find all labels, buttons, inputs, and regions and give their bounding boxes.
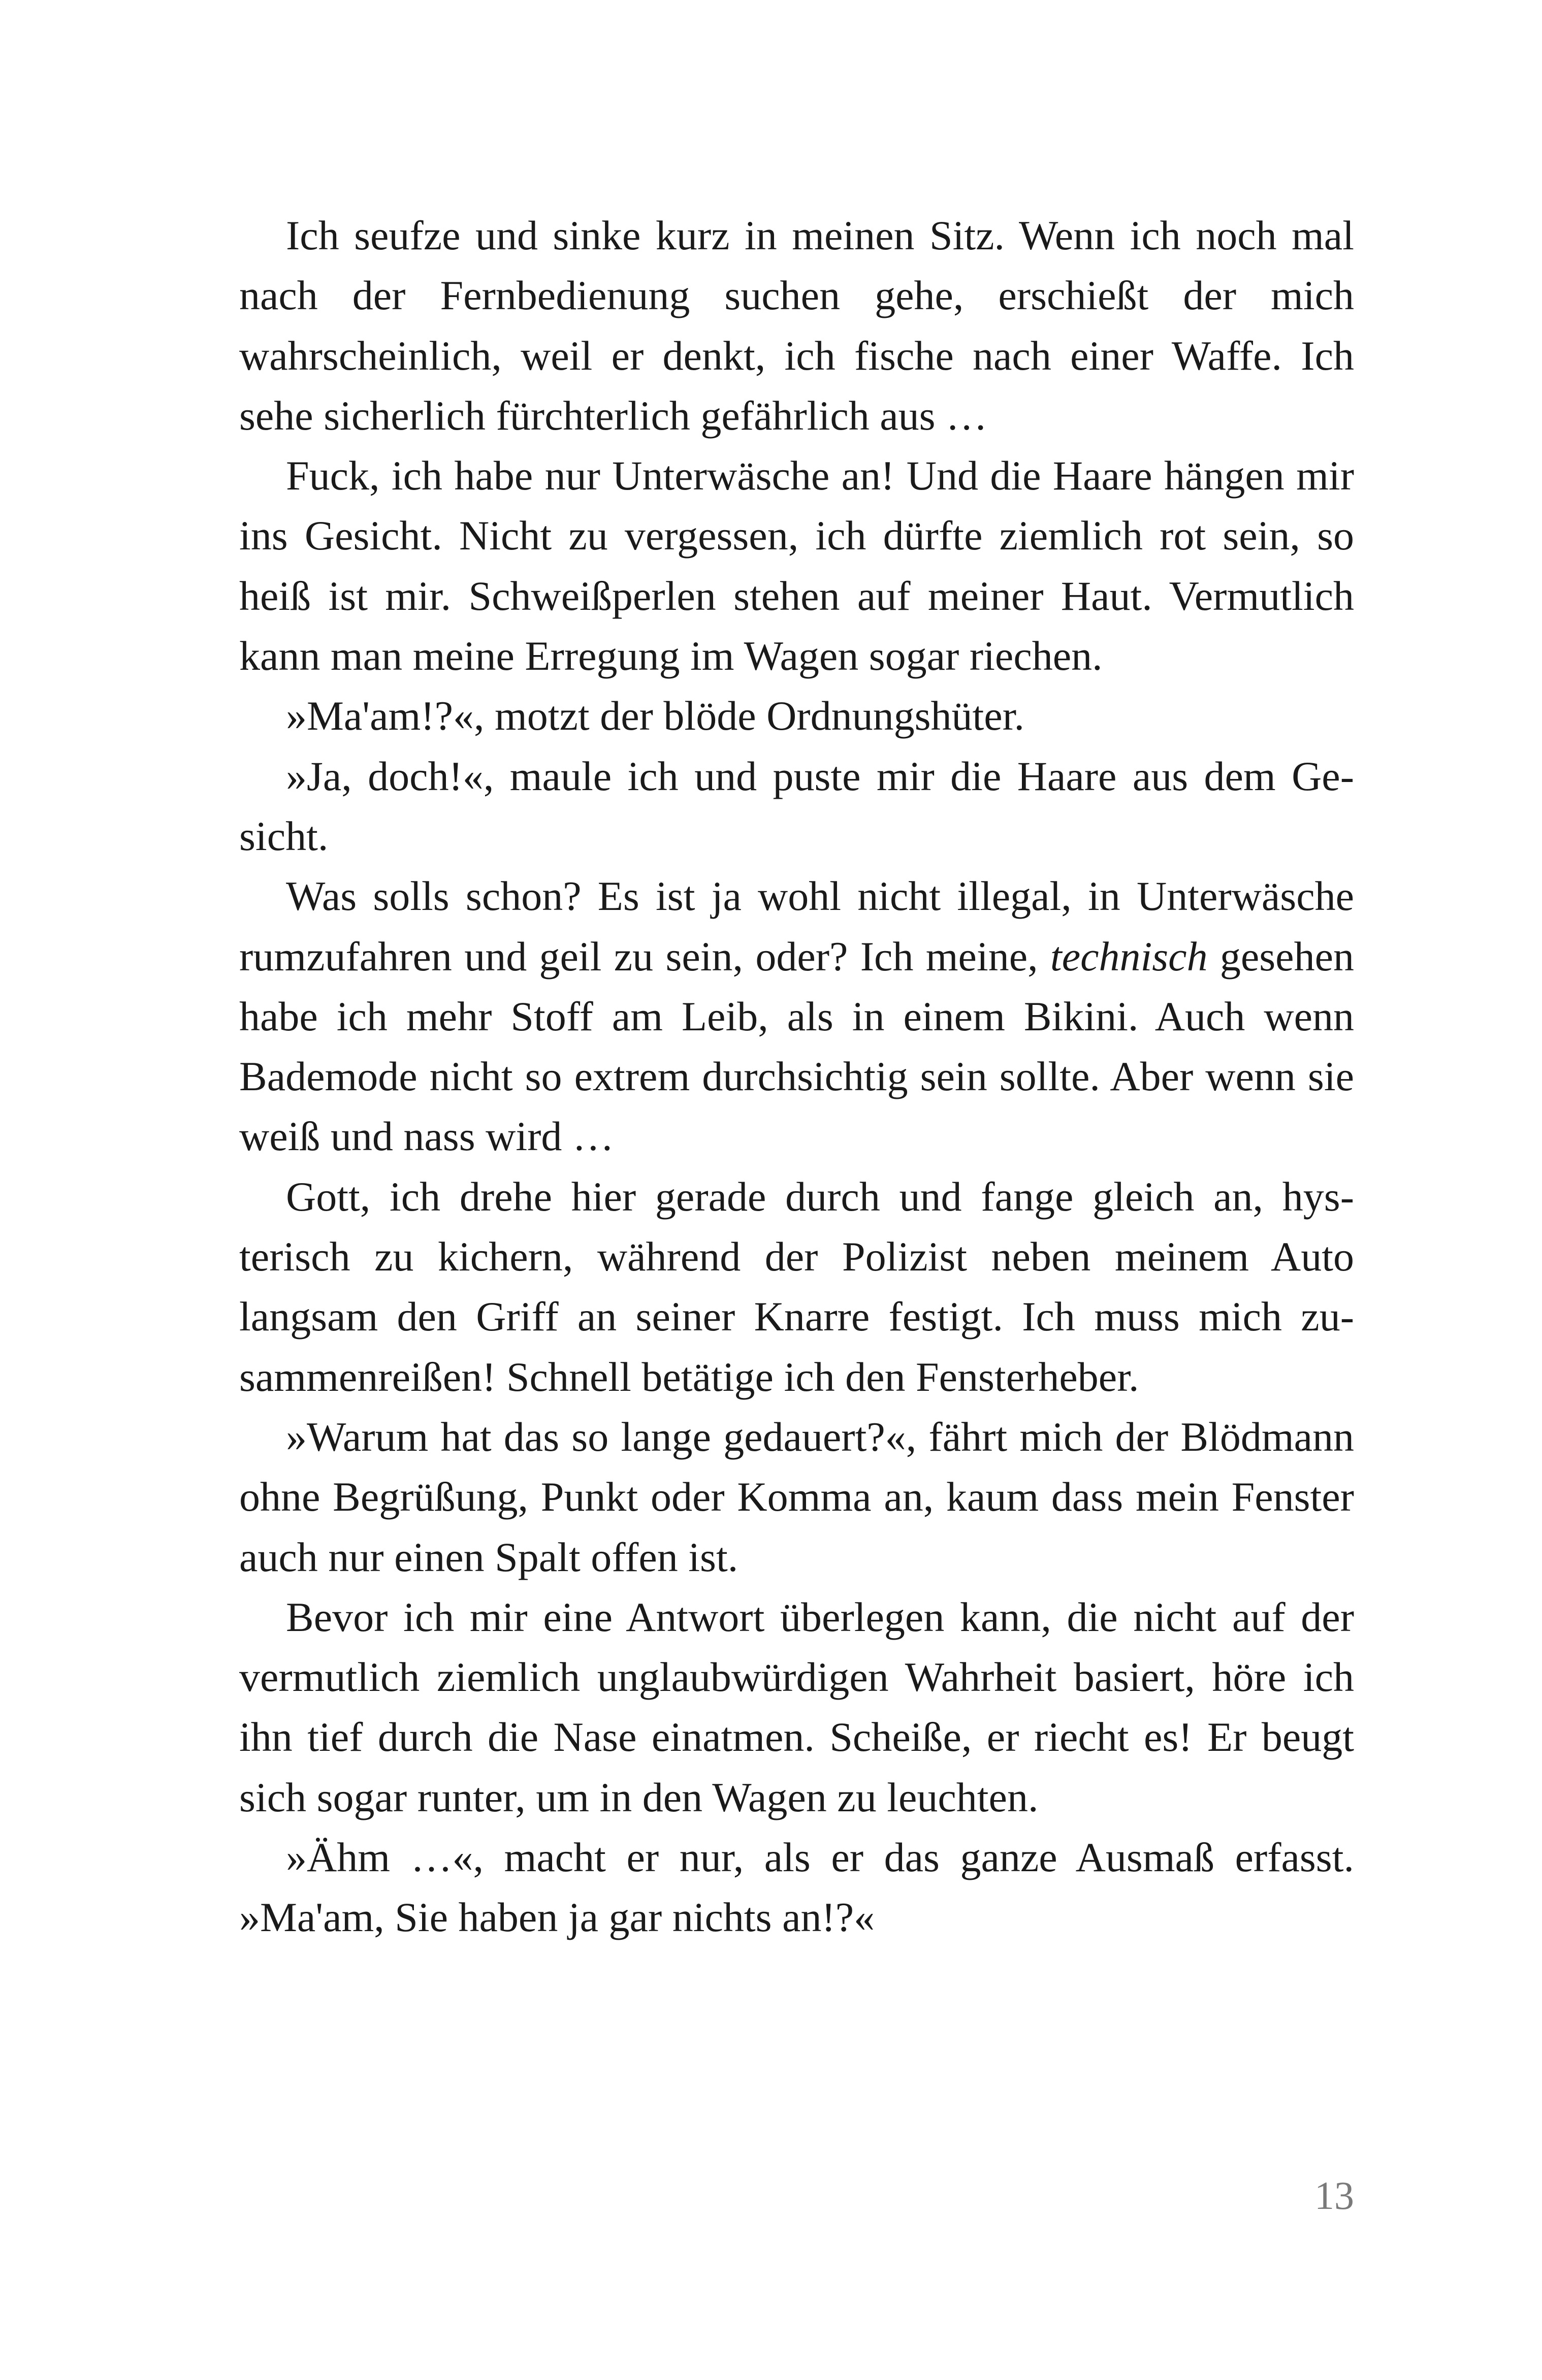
- paragraph-2: [239, 446, 1354, 686]
- paragraph-4: [239, 746, 1354, 867]
- body-text: [239, 206, 1354, 1948]
- paragraph-text: »Warum hat das so lange gedauert?«, fährt mich der Blödmann ohne Begrüßung, Punkt oder Komma an, kaum dass mein Fenster auch nur einen Spalt offen ist.: [239, 1413, 1354, 1580]
- paragraph-text: Was solls schon? Es ist ja wohl nicht illegal, in Unterwäsche rumzufahren und geil zu sein, oder? Ich meine,: [239, 873, 1354, 980]
- paragraph-6: [239, 1167, 1354, 1407]
- paragraph-text: Bevor ich mir eine Antwort überlegen kann, die nicht auf der vermutlich ziemlich unglaubwürdigen Wahrheit basiert, höre ich ihn tief durch die Nase einatmen. Scheiße, er riecht es! Er beugt sich sogar runter, um in den Wagen zu leuchten.: [239, 1593, 1354, 1820]
- paragraph-text: »Ma'am!?«, motzt der blöde Ordnungshüter.: [286, 693, 1024, 739]
- emphasized-word: technisch: [1050, 933, 1208, 980]
- paragraph-8: [239, 1587, 1354, 1828]
- paragraph-7: [239, 1407, 1354, 1587]
- paragraph-5: [239, 866, 1354, 1166]
- paragraph-text: »Ja, doch!«, maule ich und puste mir die Haare aus dem Gesicht.: [239, 753, 1354, 859]
- paragraph-text: gesehen habe ich mehr Stoff am Leib, als in einem Bikini. Auch wenn Bademode nicht so extrem durchsichtig sein sollte. Aber wenn sie weiß und nass wird …: [239, 933, 1354, 1160]
- paragraph-3: [239, 686, 1354, 746]
- paragraph-1: [239, 206, 1354, 446]
- paragraph-text: Gott, ich drehe hier gerade durch und fange gleich an, hysterisch zu kichern, während der Polizist neben meinem Auto langsam den Griff an seiner Knarre festigt. Ich muss mich zusammenreißen! Schnell betätige ich den Fensterheber.: [239, 1173, 1354, 1400]
- page-number: 13: [1314, 2173, 1354, 2218]
- paragraph-text: »Ähm …«, macht er nur, als er das ganze Ausmaß erfasst. »Ma'am, Sie haben ja gar nichts an!?«: [239, 1834, 1354, 1941]
- paragraph-9: [239, 1828, 1354, 1948]
- paragraph-text: Ich seufze und sinke kurz in meinen Sitz. Wenn ich noch mal nach der Fernbedienung suchen gehe, erschießt der mich wahrscheinlich, weil er denkt, ich fische nach einer Waffe. Ich sehe sicherlich fürchterlich gefährlich aus …: [239, 212, 1354, 439]
- paragraph-text: Fuck, ich habe nur Unterwäsche an! Und die Haare hängen mir ins Gesicht. Nicht zu vergessen, ich dürfte ziemlich rot sein, so heiß ist mir. Schweißperlen stehen auf meiner Haut. Vermutlich kann man meine Erregung im Wagen sogar riechen.: [239, 452, 1354, 679]
